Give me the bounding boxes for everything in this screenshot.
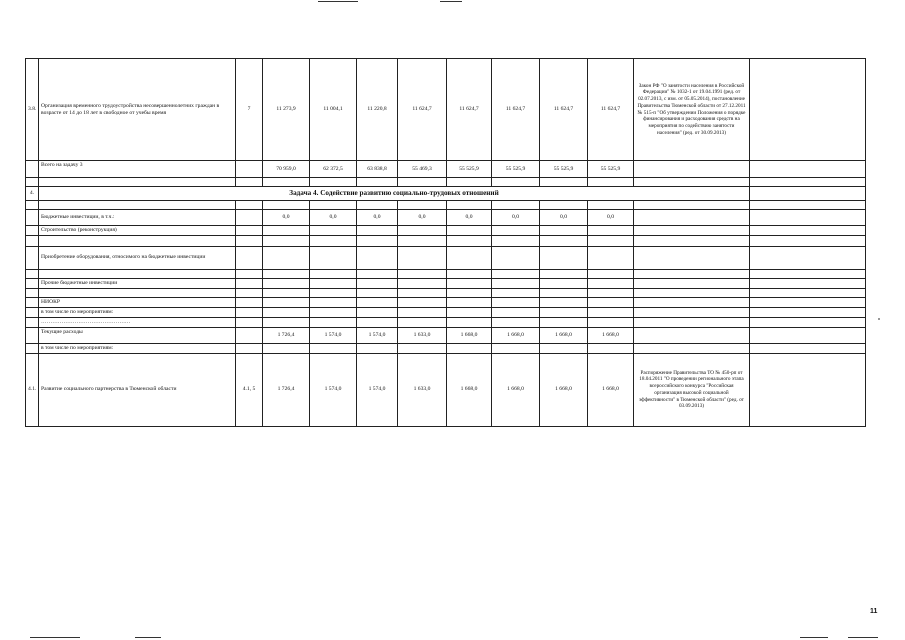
row-label: в том числе по мероприятиям: [39,343,236,353]
table-row [26,307,866,317]
empty-cell [634,161,750,178]
value-cell: 0,0 [447,210,492,226]
value-cell: 0,0 [398,210,447,226]
value-cell: 11 624,7 [398,59,447,161]
table-row [26,327,866,343]
empty-cell [750,59,866,161]
legal-basis: Распоряжение Правительства ТО № 450-рп от 18.04.2011 "О проведении регионального этапа всероссийского конкурса "Российская организация высокой социальной эффективности" в Тюменской области" (ред. от 03.09.2013) [634,353,750,426]
task-header-row [26,187,866,201]
value-cell: 1 574,0 [310,327,357,343]
scan-artifact [135,637,161,638]
table-row [26,210,866,226]
row-label: в том числе по мероприятиям: [39,307,236,317]
table-row [26,59,866,161]
scan-artifact [848,637,878,638]
value-cell: 11 624,7 [492,59,540,161]
value-cell: 0,0 [492,210,540,226]
activity-name: Развитие социального партнерства в Тюменской области [39,353,236,426]
row-label: ………………………………………… [39,317,236,327]
table-row [26,353,866,426]
row-label: Приобретение оборудования, относимого на бюджетные инвестиции [39,246,236,269]
value-cell: 1 668,0 [540,353,588,426]
row-label: Текущие расходы [39,327,236,343]
budget-table [25,58,866,427]
value-cell: 62 372,5 [310,161,357,178]
value-cell: 0,0 [588,210,634,226]
value-cell: 1 668,0 [588,353,634,426]
empty-cell [750,161,866,178]
value-cell: 1 574,0 [357,327,398,343]
value-cell: 1 726,4 [263,353,310,426]
empty-cell [236,161,263,178]
task-ref: 4.1, 5 [236,353,263,426]
table-row [26,178,866,187]
value-cell: 1 668,0 [447,327,492,343]
empty-cell [750,187,866,201]
value-cell: 11 624,7 [447,59,492,161]
value-cell: 1 668,0 [588,327,634,343]
row-label: Прочие бюджетные инвестиции [39,278,236,288]
value-cell: 0,0 [357,210,398,226]
value-cell: 11 004,1 [310,59,357,161]
value-cell: 55 525,9 [588,161,634,178]
value-cell: 1 668,0 [492,353,540,426]
value-cell: 55 525,9 [540,161,588,178]
value-cell: 55 525,9 [447,161,492,178]
scan-artifact [30,637,80,638]
table-row [26,235,866,246]
empty-cell [26,161,39,178]
row-label: Строительство (реконструкция) [39,226,236,236]
value-cell: 1 633,0 [398,327,447,343]
value-cell: 11 624,7 [588,59,634,161]
total-label: Всего на задачу 3 [39,161,236,178]
value-cell: 55 525,9 [492,161,540,178]
value-cell: 1 668,0 [540,327,588,343]
scan-artifact [878,318,880,320]
value-cell: 11 220,8 [357,59,398,161]
row-number: 4. [26,187,39,201]
table-row [26,317,866,327]
table-row [26,269,866,278]
row-number: 3.8. [26,59,39,161]
table-row [26,297,866,307]
table-row [26,343,866,353]
value-cell: 70 959,0 [263,161,310,178]
legal-basis: Закон РФ "О занятости населения в Российской Федерации" № 1032-1 от 19.04.1991 (ред. от 02.07.2013, с изм. от 05.05.2014), постановление Правительства Тюменской области от 27.12.2011 № 515-п "Об утверждении Положения о порядке финансирования и расходования средств на мероприятия по содействию занятости населения" (ред. от 30.09.2013) [634,59,750,161]
value-cell: 11 273,9 [263,59,310,161]
value-cell: 55 469,3 [398,161,447,178]
table-row [26,201,866,210]
table-row [26,226,866,236]
row-label: НИОКР [39,297,236,307]
value-cell: 1 574,0 [310,353,357,426]
value-cell: 1 574,0 [357,353,398,426]
page-number: 11 [870,608,878,615]
activity-name: Организация временного трудоустройства несовершеннолетних граждан в возрасте от 14 до 18 лет в свободное от учебы время [39,59,236,161]
scan-artifact [800,637,828,638]
value-cell: 0,0 [310,210,357,226]
empty-cell [750,353,866,426]
value-cell: 1 633,0 [398,353,447,426]
row-label: Бюджетные инвестиции, в т.ч.: [39,210,236,226]
value-cell: 1 668,0 [447,353,492,426]
value-cell: 0,0 [540,210,588,226]
value-cell: 63 838,8 [357,161,398,178]
row-number: 4.1. [26,353,39,426]
value-cell: 1 668,0 [492,327,540,343]
table-row [26,288,866,297]
value-cell: 11 624,7 [540,59,588,161]
task-title: Задача 4. Содействие развитию социально-трудовых отношений [39,187,750,201]
value-cell: 1 726,4 [263,327,310,343]
table-row [26,246,866,269]
scan-artifact [440,1,462,2]
table-row [26,161,866,178]
value-cell: 0,0 [263,210,310,226]
scan-artifact [318,1,358,2]
table-row [26,278,866,288]
task-ref: 7 [236,59,263,161]
